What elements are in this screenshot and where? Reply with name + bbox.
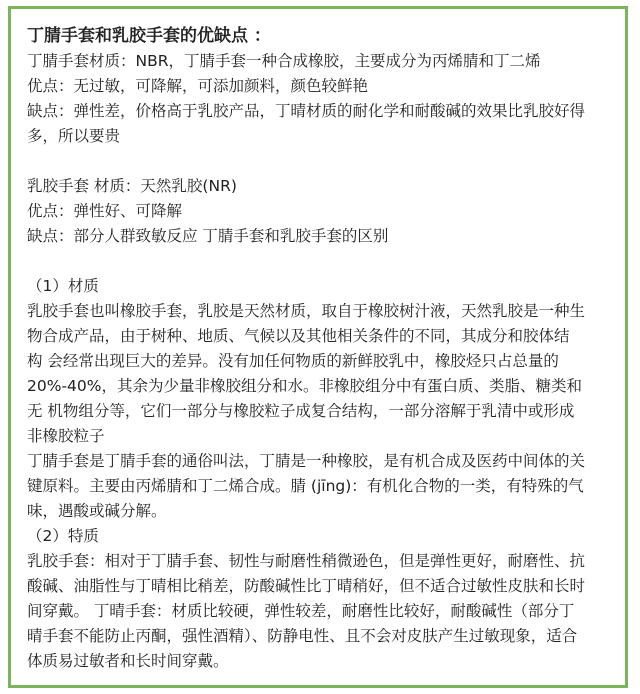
latex-pros: 优点：弹性好、可降解	[27, 202, 183, 220]
section-1-latex-line: 非橡胶粒子	[27, 427, 105, 445]
section-1-nitrile-line: 味，遇酸或碱分解。	[27, 502, 167, 520]
section-2-heading: （2）特质	[27, 527, 99, 545]
section-1-latex-line: 20%-40%，其余为少量非橡胶组分和水。非橡胶组分中有蛋白质、类脂、糖类和	[27, 377, 582, 395]
section-2-line: 间穿戴。 丁晴手套：材质比较硬，弹性较差，耐磨性比较好，耐酸碱性（部分丁	[27, 602, 575, 620]
section-2-line: 酸碱、油脂性与丁晴相比稍差，防酸碱性比丁晴稍好，但不适合过敏性皮肤和长时	[27, 577, 586, 595]
section-1-nitrile-line: 丁腈手套是丁腈手套的通俗叫法，丁腈是一种橡胶，是有机合成及医药中间体的关	[27, 452, 586, 470]
section-1-latex-line: 乳胶手套也叫橡胶手套，乳胶是天然材质，取自于橡胶树汁液，天然乳胶是一种生	[27, 302, 586, 320]
latex-cons: 缺点：部分人群致敏反应 丁腈手套和乳胶手套的区别	[27, 227, 389, 245]
nitrile-material: 丁腈手套材质：NBR，丁腈手套一种合成橡胶，主要成分为丙烯腈和丁二烯	[27, 52, 541, 70]
nitrile-pros: 优点：无过敏，可降解，可添加颜料，颜色较鲜艳	[27, 77, 369, 95]
article-body	[27, 23, 627, 674]
spacer	[27, 249, 627, 274]
section-1-heading: （1）材质	[27, 277, 99, 295]
nitrile-cons-line-2: 多，所以要贵	[27, 127, 121, 145]
section-1-latex-line: 无 机物组分等，它们一部分与橡胶粒子成复合结构，一部分溶解于乳清中或形成	[27, 402, 575, 420]
nitrile-cons-line-1: 缺点：弹性差，价格高于乳胶产品，丁晴材质的耐化学和耐酸碱的效果比乳胶好得	[27, 102, 586, 120]
spacer	[27, 149, 627, 174]
section-2-line: 乳胶手套：相对于丁腈手套、韧性与耐磨性稍微逊色，但是弹性更好，耐磨性、抗	[27, 552, 586, 570]
article-frame	[8, 6, 628, 688]
section-2-line: 体质易过敏者和长时间穿戴。	[27, 652, 229, 670]
latex-material: 乳胶手套 材质：天然乳胶(NR)	[27, 177, 237, 195]
section-2-line: 晴手套不能防止丙酮，强性酒精）、防静电性、且不会对皮肤产生过敏现象，适合	[27, 627, 578, 645]
section-1-latex-line: 构 会经常出现巨大的差异。没有加任何物质的新鲜胶乳中，橡胶烃只占总量的	[27, 352, 559, 370]
section-1-nitrile-line: 键原料。主要由丙烯腈和丁二烯合成。腈 (jīng)：有机化合物的一类，有特殊的气	[27, 477, 584, 495]
section-1-latex-line: 物合成产品，由于树种、地质、气候以及其他相关条件的不同，其成分和胶体结	[27, 327, 570, 345]
article-title: 丁腈手套和乳胶手套的优缺点 ：	[27, 26, 271, 46]
